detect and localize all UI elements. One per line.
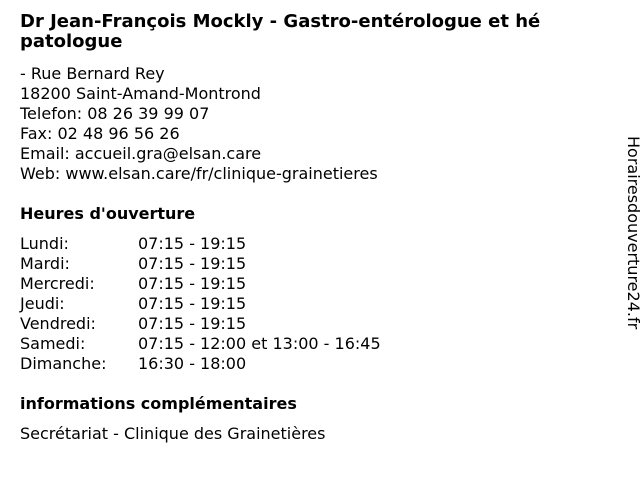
time-range: 07:15 - 19:15 xyxy=(138,274,247,293)
day-label: Mardi: xyxy=(20,254,70,273)
day-label: Jeudi: xyxy=(20,294,65,313)
time-range: 16:30 - 18:00 xyxy=(138,354,247,373)
time-range: 07:15 - 12:00 et 13:00 - 16:45 xyxy=(138,334,381,353)
day-label: Vendredi: xyxy=(20,314,96,333)
time-range: 07:15 - 19:15 xyxy=(138,234,247,253)
additional-info-text: Secrétariat - Clinique des Grainetières xyxy=(20,424,326,443)
contact-block xyxy=(20,64,378,184)
time-range: 07:15 - 19:15 xyxy=(138,314,247,333)
website-url: Web: www.elsan.care/fr/clinique-grainetieres xyxy=(20,164,378,183)
day-label: Lundi: xyxy=(20,234,69,253)
hours-row-sunday xyxy=(20,354,381,374)
opening-hours-list xyxy=(20,234,381,374)
hours-row-thursday xyxy=(20,294,381,314)
day-label: Samedi: xyxy=(20,334,86,353)
day-label: Dimanche: xyxy=(20,354,107,373)
hours-row-tuesday xyxy=(20,254,381,274)
page-title: Dr Jean-François Mockly - Gastro-entérologue et hé patologue xyxy=(20,11,541,52)
time-range: 07:15 - 19:15 xyxy=(138,254,247,273)
city-address: 18200 Saint-Amand-Montrond xyxy=(20,84,261,103)
time-range: 07:15 - 19:15 xyxy=(138,294,247,313)
phone-number: Telefon: 08 26 39 99 07 xyxy=(20,104,210,123)
additional-info-heading: informations complémentaires xyxy=(20,394,297,413)
street-address: - Rue Bernard Rey xyxy=(20,64,165,83)
hours-row-monday xyxy=(20,234,381,254)
opening-hours-heading: Heures d'ouverture xyxy=(20,204,196,223)
hours-row-friday xyxy=(20,314,381,334)
hours-row-wednesday xyxy=(20,274,381,294)
site-watermark: Horairesdouverture24.fr xyxy=(624,136,643,330)
email-address: Email: accueil.gra@elsan.care xyxy=(20,144,262,163)
hours-row-saturday xyxy=(20,334,381,354)
day-label: Mercredi: xyxy=(20,274,95,293)
fax-number: Fax: 02 48 96 56 26 xyxy=(20,124,180,143)
